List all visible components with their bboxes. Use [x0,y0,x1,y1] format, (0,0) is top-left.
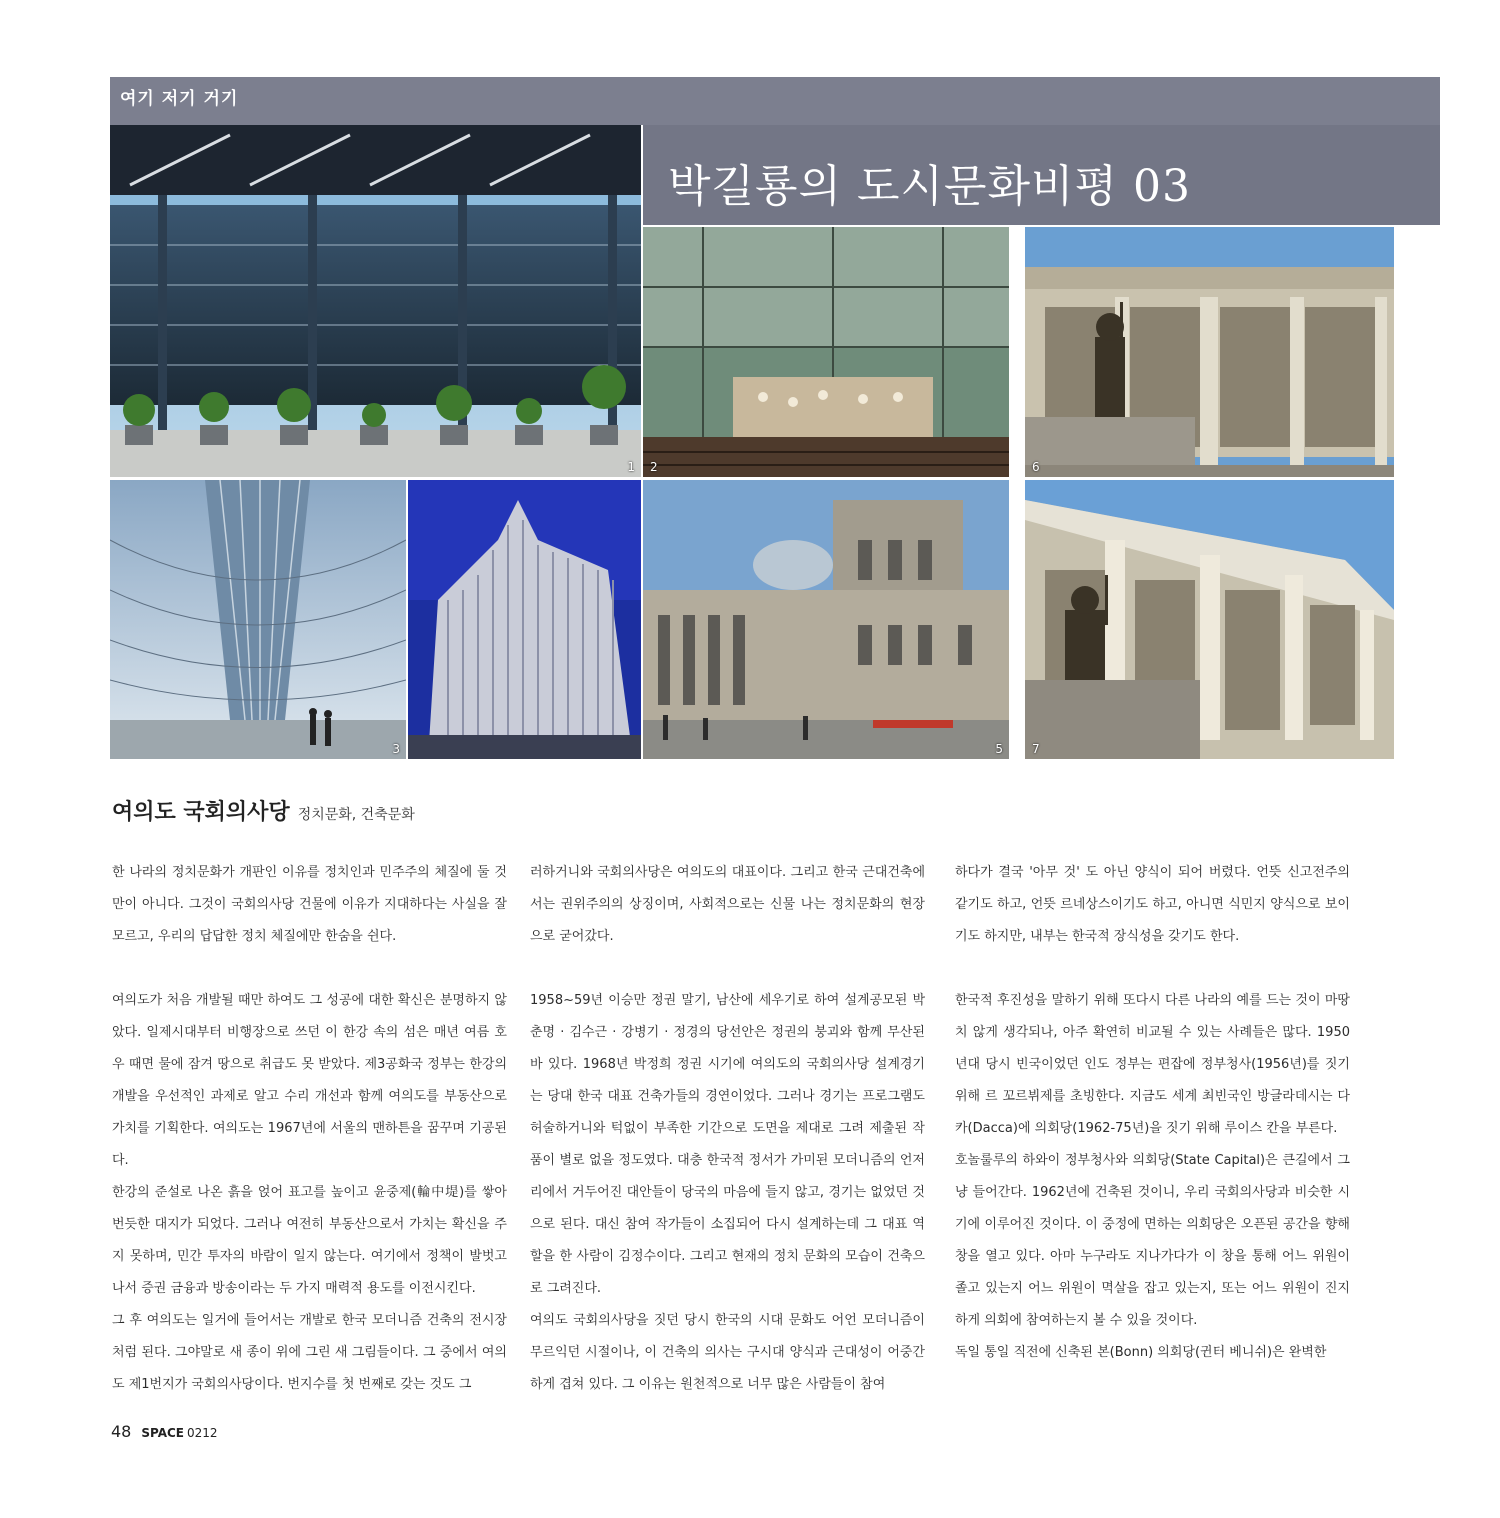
paragraph: 독일 통일 직전에 신축된 본(Bonn) 의회당(귄터 베니쉬)은 완벽한 [955,1345,1327,1360]
photo-number: 6 [1032,460,1040,474]
page-number: 48 [111,1422,132,1441]
paragraph: 호놀룰루의 하와이 정부청사와 의회당(State Capital)은 큰길에서 그냥 들어간다. 1962년에 건축된 것이니, 우리 국회의사당과 비슷한 시기에 이루어진 것이다. 이 중정에 면하는 의회당은 오픈된 공간을 향해 창을 열고 있다. 아마 누구라도 지나가다가 이 창을 통해 어느 위원이 졸고 있는지 어느 위원이 멱살을 잡고 있는지, 또는 어느 위원이 진지하게 의회에 참여하는지 볼 수 있을 것이다. [955,1153,1350,1328]
photo-3 [110,480,406,759]
photo-number: 1 [627,460,635,474]
photo-5 [643,480,1009,759]
paragraph: 그 후 여의도는 일거에 들어서는 개발로 한국 모더니즘 건축의 전시장처럼 된다. 그야말로 새 종이 위에 그린 새 그림들이다. 그 중에서 여의도 제1번지가 국회의사당이다. 번지수를 첫 번째로 갖는 것도 그 [112,1313,507,1392]
glass-interior-photo [643,227,1009,477]
text-column-2 [530,857,925,1401]
photo-2 [643,227,1009,477]
issue-number: 0212 [187,1426,218,1440]
paragraph: 한강의 준설로 나온 흙을 얹어 표고를 높이고 윤중제(輪中堤)를 쌓아 번듯한 대지가 되었다. 그러나 여전히 부동산으로서 가치는 확신을 주지 못하며, 민간 투자의 바람이 일지 않는다. 여기에서 정책이 발벗고 나서 증권 금융과 방송이라는 두 가지 매력적 용도를 이전시킨다. [112,1185,507,1296]
page-footer [111,1422,218,1441]
glass-parliament-photo [110,125,641,477]
photo-number: 7 [1032,742,1040,756]
assembly-hall-photo [1025,227,1394,477]
text-column-3 [955,857,1350,1369]
paragraph: 러하거니와 국회의사당은 여의도의 대표이다. 그리고 한국 근대건축에서는 권위주의의 상징이며, 사회적으로는 신물 나는 정치문화의 현장으로 굳어갔다. [530,865,925,944]
text-column-1 [112,857,507,1401]
photo-1 [110,125,641,477]
section-label: 여기 저기 거기 [120,89,239,109]
paragraph: 한국적 후진성을 말하기 위해 또다시 다른 나라의 예를 드는 것이 마땅치 않게 생각되나, 아주 확연히 비교될 수 있는 사례들은 많다. 1950년대 당시 빈국이었던 인도 정부는 편잡에 정부청사(1956년)를 짓기 위해 르 꼬르뷔제를 초빙한다. 지금도 세계 최빈국인 방글라데시는 다카(Dacca)에 의회당(1962-75년)을 짓기 위해 루이스 칸을 부른다. [955,993,1350,1136]
paragraph: 여의도 국회의사당을 짓던 당시 한국의 시대 문화도 어언 모더니즘이 무르익던 시절이나, 이 건축의 의사는 구시대 양식과 근대성이 어중간하게 겹쳐 있다. 그 이유는 원천적으로 너무 많은 사람들이 참여 [530,1313,925,1392]
paragraph: 하다가 결국 '아무 것' 도 아닌 양식이 되어 버렸다. 언뜻 신고전주의 같기도 하고, 언뜻 르네상스이기도 하고, 아니면 식민지 양식으로 보이기도 하지만, 내부는 한국적 장식성을 갖기도 한다. [955,865,1350,944]
glass-dome-interior-photo [110,480,406,759]
page-title: 박길룡의 도시문화비평 03 [668,161,1191,212]
assembly-hall-statue-photo [1025,480,1394,759]
paragraph: 1958~59년 이승만 정권 말기, 남산에 세우기로 하여 설계공모된 박춘명 · 김수근 · 강병기 · 정경의 당선안은 정권의 붕괴와 함께 무산된 바 있다. 1968년 박정희 정권 시기에 여의도의 국회의사당 설계경기는 당대 한국 대표 건축가들의 경연이었다. 그러나 경기는 프로그램도 허술하거니와 턱없이 부족한 기간으로 도면을 제대로 그려 제출된 작품이 별로 없을 정도였다. 대충 한국적 정서가 가미된 모더니즘의 언저리에서 거두어진 대안들이 당국의 마음에 들지 않고, 경기는 없었던 것으로 된다. 대신 참여 작가들이 소집되어 다시 설계하는데 그 대표 역할을 한 사람이 김정수이다. 그리고 현재의 정치 문화의 모습이 건축으로 그려진다. [530,993,925,1296]
reichstag-photo [643,480,1009,759]
wrapped-building-photo [408,480,641,759]
photo-number: 3 [392,742,400,756]
photo-number: 5 [995,742,1003,756]
section-band [110,77,1440,125]
photo-number: 2 [650,460,658,474]
article-subheading: 정치문화, 건축문화 [297,807,415,823]
article-heading-text: 여의도 국회의사당 [112,800,290,825]
photo-6 [1025,227,1394,477]
photo-4 [408,480,641,759]
paragraph: 한 나라의 정치문화가 개판인 이유를 정치인과 민주주의 체질에 둘 것만이 아니다. 그것이 국회의사당 건물에 이유가 지대하다는 사실을 잘 모르고, 우리의 답답한 정치 체질에만 한숨을 쉰다. [112,865,507,944]
article-heading [112,795,415,826]
paragraph: 여의도가 처음 개발될 때만 하여도 그 성공에 대한 확신은 분명하지 않았다. 일제시대부터 비행장으로 쓰던 이 한강 속의 섬은 매년 여름 호우 때면 물에 잠겨 땅으로 취급도 못 받았다. 제3공화국 정부는 한강의 개발을 우선적인 과제로 알고 수리 개선과 함께 여의도를 부동산으로 가치를 기획한다. 여의도는 1967년에 서울의 맨하튼을 꿈꾸며 기공된다. [112,993,507,1168]
magazine-name: SPACE [141,1426,184,1440]
photo-7 [1025,480,1394,759]
